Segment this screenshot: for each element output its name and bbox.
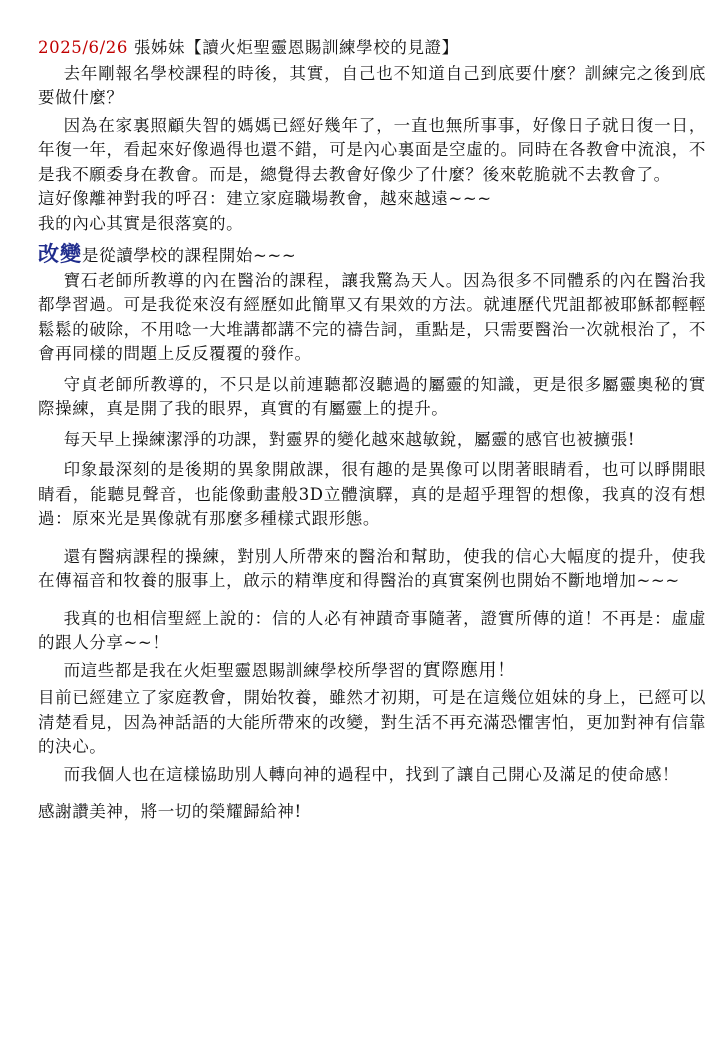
paragraph-8: 印象最深刻的是後期的異象開啟課，很有趣的是異像可以閉著眼睛看，也可以睜開眼睛看，能聽見聲音，也能像動畫般3D立體演驛，真的是超乎理智的想像，我真的沒有想過：原來光是異像就有那麼多種樣式跟形態。: [38, 460, 706, 528]
document-title: [38, 36, 706, 61]
paragraph-11-emphasis: 實際應用！: [422, 659, 516, 681]
change-rest: 是從讀學校的課程開始~~~: [82, 246, 297, 265]
paragraph-12: 目前已經建立了家庭教會，開始牧養，雖然才初期，可是在這幾位姐妹的身上，已經可以清楚看見，因為神話語的大能所帶來的改變，對生活不再充滿恐懼害怕，更加對神有信靠的決心。: [38, 688, 706, 756]
paragraph-6: 守貞老師所教導的，不只是以前連聽都沒聽過的屬靈的知識，更是很多屬靈奧秘的實際操練，真是開了我的眼界，真實的有屬靈上的提升。: [38, 374, 706, 418]
paragraph-11-text: 而這些都是我在火炬聖靈恩賜訓練學校所學習的: [63, 660, 423, 680]
paragraph-13: 而我個人也在這樣協助別人轉向神的過程中，找到了讓自己開心及滿足的使命感！: [63, 764, 680, 784]
paragraph-4: 我的內心其實是很落寞的。: [38, 213, 244, 233]
change-word: 改變: [38, 241, 82, 266]
paragraph-2: 因為在家裏照顧失智的媽媽已經好幾年了，一直也無所事事，好像日子就日復一日，年復一年，看起來好像過得也還不錯，可是內心裏面是空虛的。同時在各教會中流浪，不是我不願委身在教會。而是，總覺得去教會好像少了什麼？後來乾脆就不去教會了。: [38, 115, 706, 184]
paragraph-5: 寶石老師所教導的內在醫治的課程，讓我驚為天人。因為很多不同體系的內在醫治我都學習過。可是我從來沒有經歷如此簡單又有果效的方法。就連歷代咒詛都被耶穌都輕輕鬆鬆的破除，不用唸一大堆講都講不完的禱告詞，重點是，只需要醫治一次就根治了，不會再同樣的問題上反反覆覆的發作。: [38, 270, 706, 363]
paragraph-7: 每天早上操練潔淨的功課，對靈界的變化越來越敏銳，屬靈的感官也被擴張!: [63, 429, 636, 449]
testimony-document: [38, 36, 706, 825]
paragraph-3: 這好像離神對我的呼召：建立家庭職場教會，越來越遠~~~: [38, 189, 492, 208]
paragraph-11: [38, 659, 706, 684]
title-date: 2025/6/26: [38, 38, 129, 57]
paragraph-1: 去年剛報名學校課程的時後，其實，自己也不知道自己到底要什麼？訓練完之後到底要做什麼？: [38, 63, 706, 107]
paragraph-14: 感謝讚美神，將一切的榮耀歸給神!: [38, 802, 302, 821]
paragraph-9: 還有醫病課程的操練，對別人所帶來的醫治和幫助，使我的信心大幅度的提升，使我在傳福音和牧養的服事上，啟示的精準度和得醫治的真實案例也開始不斷地增加~~~: [38, 546, 706, 590]
title-text: 張姊妹【讀火炬聖靈恩賜訓練學校的見證】: [128, 38, 459, 57]
change-heading: [38, 242, 706, 269]
paragraph-10: 我真的也相信聖經上說的：信的人必有神蹟奇事隨著，證實所傳的道！不再是：虛虛的跟人分享~~！: [38, 608, 706, 652]
